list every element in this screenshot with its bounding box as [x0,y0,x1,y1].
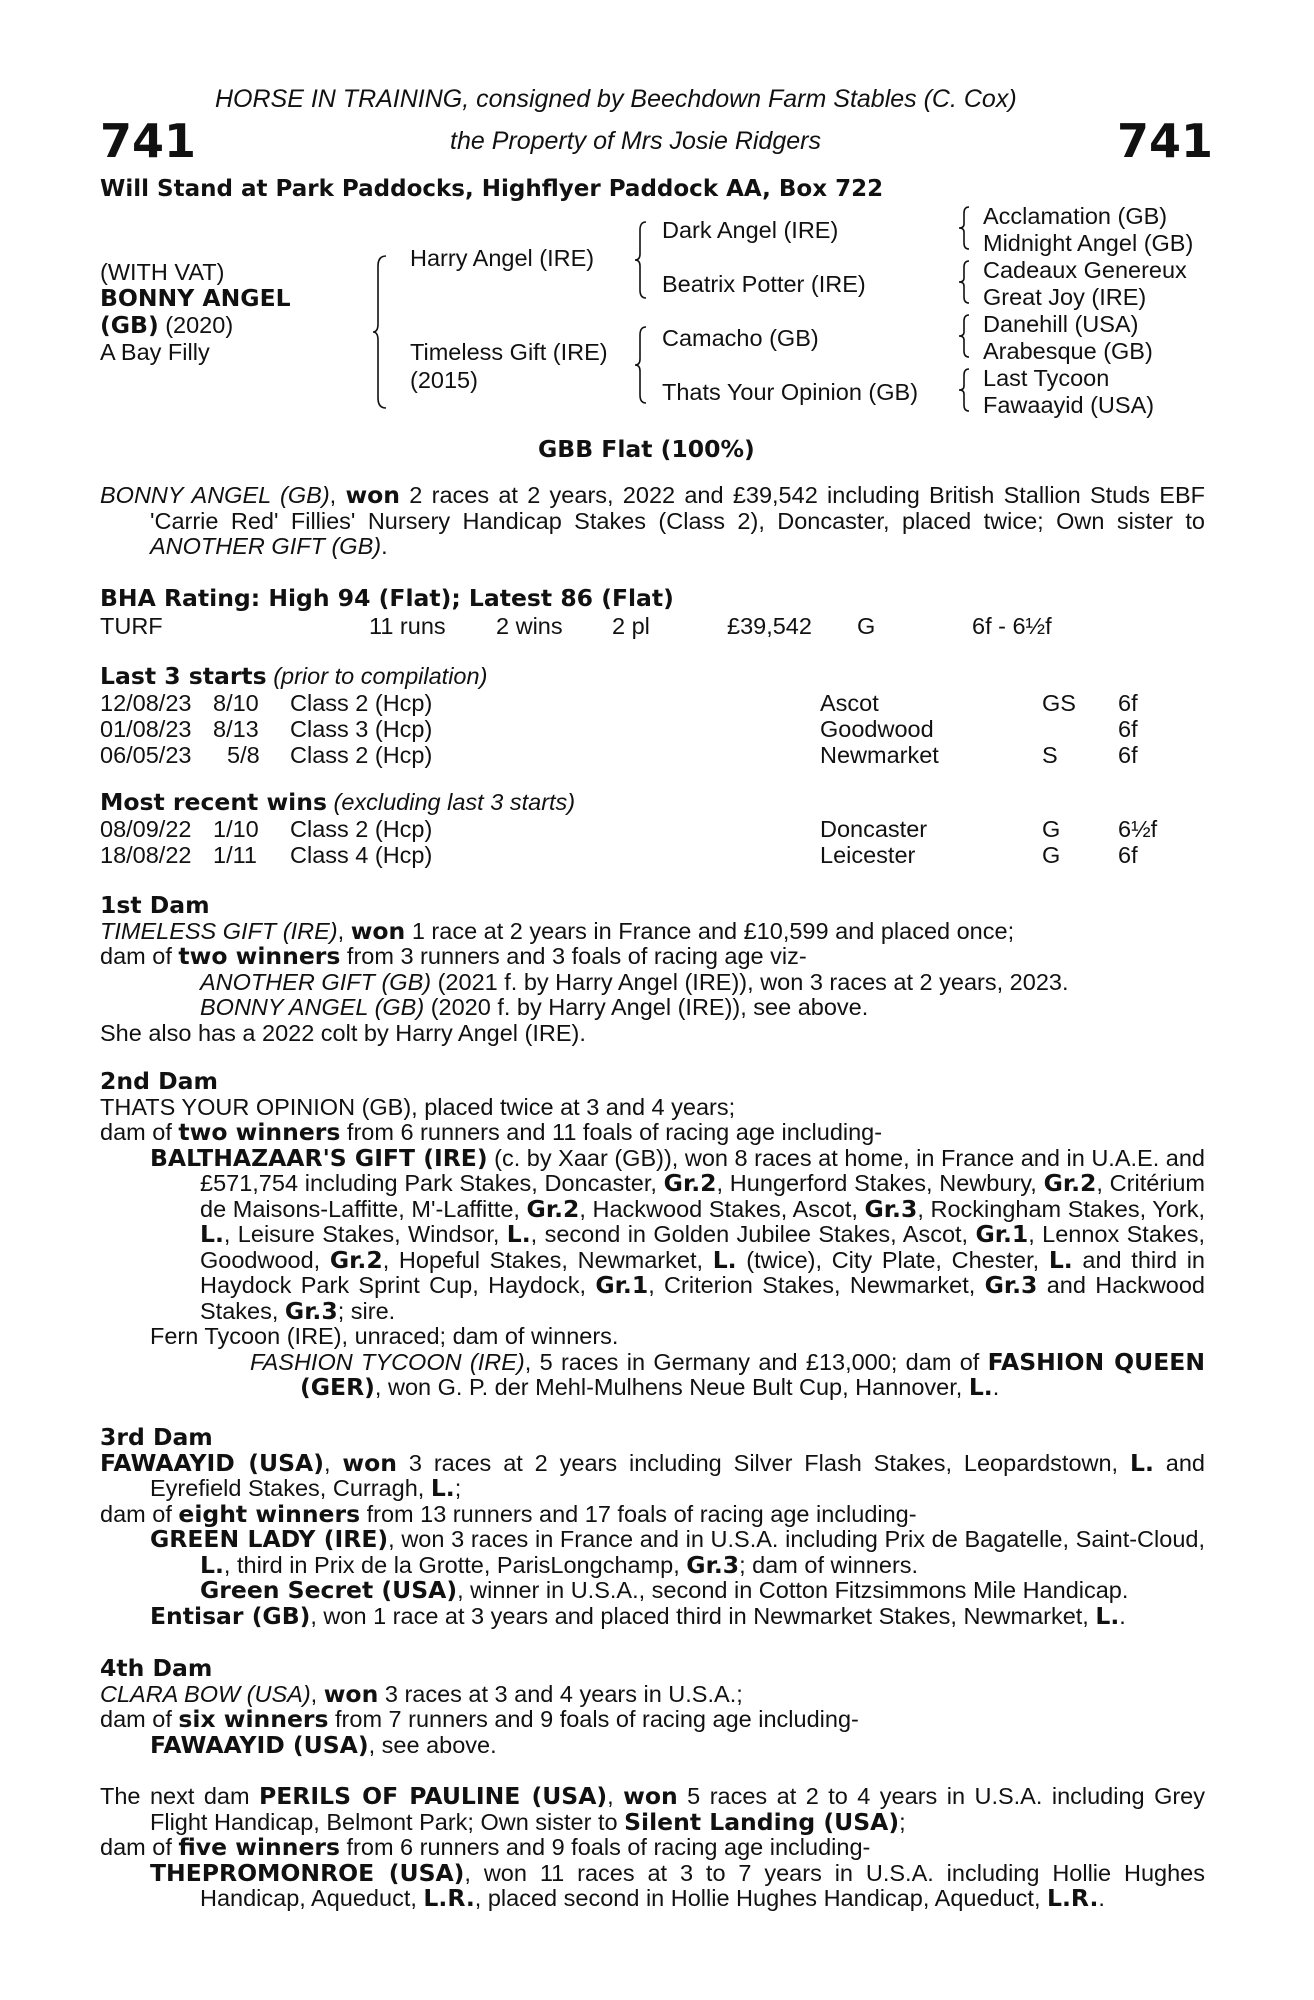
property-line: the Property of Mrs Josie Ridgers [450,127,821,155]
record-text: ; [899,1808,906,1835]
row-date: 18/08/22 [100,842,192,868]
row-class: Class 2 (Hcp) [290,816,433,842]
record-text: , Rockingham Stakes, York, [917,1195,1205,1222]
summary-text: 2 races at 2 years, 2022 and £39,542 including British Stallion Studs EBF 'Carrie Red' Fillies' Nursery Handicap Stakes (Class 2), Doncaster, placed twice; Own sister to [150,482,1205,534]
row-distance: 6½f [1118,816,1158,842]
table-row [100,716,1200,741]
runners-text: from 6 runners and 9 foals of racing age including- [339,1834,871,1860]
row-course: Goodwood [820,716,934,742]
recent-wins-title: Most recent wins [100,788,327,816]
g3-great-joy: Great Joy (IRE) [983,284,1147,310]
winners-count: five winners [178,1833,340,1861]
sister-name: Silent Landing (USA) [624,1807,900,1836]
record-text: , Hungerford Stakes, Newbury, [716,1170,1044,1196]
row-going: G [1042,842,1061,868]
record-text: , see above. [368,1731,497,1758]
gbb-label: GBB Flat (100%) [538,435,755,463]
last-starts-heading [100,664,487,690]
fourth-dam-section: 4th Dam CLARA BOW (USA), won 3 races at 3 and 4 years in U.S.A.; dam of six winners from 7 runners and 9 foals of racing age including- FAWAAYID (USA), see above. [100,1656,1205,1758]
record-text: and Hackwood Stakes, [200,1272,1205,1324]
wins: 2 wins [496,613,563,639]
fourth-dam-title: 4th Dam [100,1654,213,1682]
record-text: , won 1 race at 3 years and placed third in Newmarket Stakes, Newmarket, [310,1602,1096,1629]
row-course: Ascot [820,690,879,716]
row-course: Leicester [820,842,916,868]
sire-sire: Dark Angel (IRE) [662,217,839,243]
winners-count: six winners [178,1705,329,1733]
won-label: won [350,916,406,945]
record-text: 3 races at 3 and 4 years in U.S.A.; [378,1680,743,1707]
row-class: Class 2 (Hcp) [290,742,433,768]
record-text: , won 3 races in France and in U.S.A. including Prix de Bagatelle, Saint-Cloud, [388,1526,1205,1552]
dam-dam: Thats Your Opinion (GB) [662,379,919,405]
offspring-name: ANOTHER GIFT (GB) [200,968,432,995]
row-course: Newmarket [820,742,939,768]
table-row [100,816,1200,841]
record-text: , Criterion Stakes, Newmarket, [648,1272,985,1298]
offspring-name: FAWAAYID (USA) [150,1730,369,1759]
placed: 2 pl [612,613,650,639]
bracket-sire [634,220,650,300]
record-text: , winner in U.S.A., second in Cotton Fitzsimmons Mile Handicap. [457,1577,1129,1603]
grade: L. [1095,1601,1120,1630]
row-class: Class 4 (Hcp) [290,842,433,868]
grand-offspring-name: FASHION QUEEN (GER) [300,1347,1205,1401]
last-starts-note: (prior to compilation) [273,663,488,689]
bracket-g3-1 [958,205,972,251]
dam-name: PERILS OF PAULINE (USA) [259,1782,608,1810]
runs: 11 runs [369,613,446,639]
dam-name: FAWAAYID (USA) [100,1448,324,1477]
runners-text: from 13 runners and 17 foals of racing age including- [360,1500,917,1527]
g3-cadeaux-genereux: Cadeaux Genereux [983,257,1187,283]
record-text: ; sire. [337,1297,396,1324]
row-date: 08/09/22 [100,816,192,842]
row-date: 06/05/23 [100,742,192,768]
row-course: Doncaster [820,816,928,842]
dam-name: TIMELESS GIFT (IRE) [100,917,338,944]
summary-paragraph: BONNY ANGEL (GB), won 2 races at 2 years, 2022 and £39,542 including British Stallion Studs EBF 'Carrie Red' Fillies' Nursery Handicap Stakes (Class 2), Doncaster, placed twice; Own sister to ANOTHER GIFT (GB). [100,481,1205,559]
dam-sire: Camacho (GB) [662,325,819,351]
offspring-record: (2021 f. by Harry Angel (IRE)), won 3 races at 2 years, 2023. [431,968,1069,995]
g3-last-tycoon: Last Tycoon [983,365,1110,391]
horse-name: BONNY ANGEL [100,284,291,312]
lot-number-right: 741 [1117,114,1214,168]
g3-arabesque: Arabesque (GB) [983,338,1153,364]
row-date: 01/08/23 [100,716,192,742]
grade: L. [712,1245,737,1274]
bracket-g3-4 [958,367,972,413]
lot-number-left: 741 [100,114,197,168]
g3-midnight-angel: Midnight Angel (GB) [983,230,1194,256]
dam-name: Timeless Gift (IRE) [410,339,608,365]
table-row [100,742,1200,767]
won-label: won [342,1448,397,1477]
offspring-name: BONNY ANGEL (GB) [200,994,425,1020]
runners-text: from 6 runners and 11 foals of racing age including- [340,1119,883,1145]
horse-country: (GB) [100,311,159,339]
dam-of-label: dam of [100,943,179,969]
row-distance: 6f [1118,690,1138,716]
earnings: £39,542 [727,613,812,639]
grade: L. [1048,1245,1073,1274]
sire-dam: Beatrix Potter (IRE) [662,271,866,297]
second-dam-section [100,1069,1205,1401]
offspring-name: GREEN LADY (IRE) [150,1525,389,1553]
sire-name: Harry Angel (IRE) [410,245,595,271]
record-text: , Critérium de Maisons-Laffitte, M'-Laffitte, [200,1170,1205,1222]
record-text: , Hopeful Stakes, Newmarket, [382,1246,713,1273]
third-dam-section: 3rd Dam FAWAAYID (USA), won 3 races at 2 years including Silver Flash Stakes, Leopardstown, L. and Eyrefield Stakes, Curragh, L.; dam of eight winners from 13 runners and 17 foals of racing age including- GREEN LADY (IRE), won 3 races in France and in U.S.A. including Prix de Bagatelle, Saint-Cloud, L., third in Prix de la Grotte, ParisLongchamp, Gr.3; dam of winners. Green Secret (USA), winner in U.S.A., second in Cotton Fitzsimmons Mile Handicap. Entisar (GB), won 1 race at 3 years and placed third in Newmarket Stakes, Newmarket, L.. [100,1423,1205,1630]
record-text: , Leisure Stakes, Windsor, [223,1221,507,1247]
g3-fawaayid: Fawaayid (USA) [983,392,1155,418]
winners-count: eight winners [178,1499,361,1528]
offspring-name: THEPROMONROE (USA) [150,1858,465,1887]
grade: Gr.1 [975,1220,1029,1248]
recent-wins-heading [100,790,575,816]
grade: Gr.2 [329,1245,383,1274]
winners-count: two winners [178,1118,341,1146]
record-text: , third in Prix de la Grotte, ParisLongchamp, [223,1551,687,1578]
record-text: , second in Golden Jubilee Stakes, Ascot, [530,1221,976,1247]
record-text: . [992,1374,1000,1400]
grade: Gr.2 [1043,1169,1097,1197]
row-distance: 6f [1118,716,1138,742]
next-dam-section: The next dam PERILS OF PAULINE (USA), won 5 races at 2 to 4 years in U.S.A. including Grey Flight Handicap, Belmont Park; Own sister to Silent Landing (USA); dam of five winners from 6 runners and 9 foals of racing age including- THEPROMONROE (USA), won 11 races at 3 to 7 years in U.S.A. including Hollie Hughes Handicap, Aqueduct, L.R., placed second in Hollie Hughes Handicap, Aqueduct, L.R.. [100,1782,1205,1912]
horse-description: A Bay Filly [100,339,210,365]
grade: L. [200,1220,224,1248]
last-starts-title: Last 3 starts [100,662,267,690]
record-text: . [1098,1885,1105,1911]
record-text: ; [454,1475,462,1501]
won-label: won [623,1782,678,1810]
row-distance: 6f [1118,742,1138,768]
grade: Gr.1 [595,1271,649,1299]
record-text: 3 races at 2 years including Silver Flash Stakes, Leopardstown, [396,1449,1130,1476]
dam-note: She also has a 2022 colt by Harry Angel (IRE). [100,1019,586,1046]
winners-count: two winners [178,942,341,970]
summary-horse-name: BONNY ANGEL (GB) [100,482,330,508]
horse-origin [100,313,233,339]
row-position: 1/11 [213,842,257,868]
row-class: Class 2 (Hcp) [290,690,433,716]
row-going: G [1042,816,1061,842]
runners-text: from 7 runners and 9 foals of racing age including- [328,1706,859,1732]
turf-stats-row [100,613,1200,638]
row-position: 1/10 [213,816,259,842]
grand-offspring-name: Green Secret (USA) [200,1576,458,1604]
going: G [857,613,876,639]
second-dam-title: 2nd Dam [100,1067,218,1095]
grade: L. [1129,1448,1154,1477]
row-date: 12/08/23 [100,690,192,716]
offspring-record: (2020 f. by Harry Angel (IRE)), see above. [424,994,869,1020]
offspring-fern-tycoon: Fern Tycoon (IRE), unraced; dam of winners. [150,1323,619,1349]
row-distance: 6f [1118,842,1138,868]
bracket-dam [634,325,650,405]
dam-of-label: dam of [100,1834,179,1860]
bha-rating: BHA Rating: High 94 (Flat); Latest 86 (Flat) [100,584,674,612]
first-dam-title: 1st Dam [100,891,210,919]
recent-wins-note: (excluding last 3 starts) [333,789,576,815]
grade: Gr.3 [284,1296,338,1325]
grade: Gr.3 [984,1271,1038,1299]
grade: Gr.2 [663,1169,717,1197]
dam-of-label: dam of [100,1706,179,1732]
grade: L. [506,1220,531,1248]
grade: Gr.2 [526,1194,580,1223]
record-text: , Lennox Stakes, Goodwood, [200,1221,1205,1273]
record-text: (c. by Xaar (GB)), won 8 races at home, in France and in U.A.E. and £571,754 including Park Stakes, Doncaster, [200,1144,1205,1196]
next-dam-intro: The next dam [100,1783,260,1809]
vat-label: (WITH VAT) [100,259,225,285]
record-text: and third in Haydock Park Sprint Cup, Haydock, [200,1246,1205,1298]
dam-record: 1 race at 2 years in France and £10,599 and placed once; [405,917,1015,944]
grade: L. [200,1550,224,1579]
grade: L.R. [1047,1884,1099,1912]
row-going: GS [1042,690,1076,716]
surface: TURF [100,613,163,639]
dam-year: (2015) [410,367,478,393]
runners-text: from 3 runners and 3 foals of racing age viz- [340,943,807,969]
record-text: , 5 races in Germany and £13,000; dam of [524,1348,988,1375]
record-text: (twice), City Plate, Chester, [736,1246,1049,1273]
row-going: S [1042,742,1058,768]
dam-of-label: dam of [100,1119,179,1145]
row-position: 5/8 [227,742,260,768]
first-dam-section: 1st Dam TIMELESS GIFT (IRE), won 1 race at 2 years in France and £10,599 and placed once; dam of two winners from 3 runners and 3 foals of racing age viz- ANOTHER GIFT (GB) (2021 f. by Harry Angel (IRE)), won 3 races at 2 years, 2023. BONNY ANGEL (GB) (2020 f. by Harry Angel (IRE)), see above. She also has a 2022 colt by Harry Angel (IRE). [100,893,1205,1046]
dam-name: CLARA BOW (USA) [100,1680,311,1707]
row-position: 8/13 [213,716,259,742]
bracket-main [372,254,392,410]
record-text: , Hackwood Stakes, Ascot, [579,1195,865,1222]
record-text: ; dam of winners. [739,1551,919,1578]
consignor-line: HORSE IN TRAINING, consigned by Beechdown Farm Stables (C. Cox) [215,85,1017,113]
distance: 6f - 6½f [972,613,1052,639]
horse-year: (2020) [165,312,234,338]
record-text: . [1119,1602,1126,1629]
won-label: won [345,481,401,509]
table-row [100,690,1200,715]
dam-record: THATS YOUR OPINION (GB), placed twice at 3 and 4 years; [100,1093,736,1120]
bracket-g3-2 [958,259,972,305]
offspring-name: BALTHAZAAR'S GIFT (IRE) [150,1143,488,1172]
grade: L. [430,1474,455,1502]
record-text: and Eyrefield Stakes, Curragh, [150,1449,1205,1501]
dam-of-label: dam of [100,1500,179,1527]
g3-acclamation: Acclamation (GB) [983,203,1168,229]
record-text: 5 races at 2 to 4 years in U.S.A. including Grey Flight Handicap, Belmont Park; Own sister to [150,1783,1205,1835]
summary-sister: ANOTHER GIFT (GB) [150,533,382,559]
row-position: 8/10 [213,690,259,716]
g3-danehill: Danehill (USA) [983,311,1139,337]
won-label: won [323,1679,379,1708]
row-class: Class 3 (Hcp) [290,716,433,742]
record-text: , placed second in Hollie Hughes Handicap, Aqueduct, [474,1885,1048,1911]
offspring-name: Entisar (GB) [150,1601,311,1630]
table-row [100,842,1200,867]
bracket-g3-3 [958,313,972,359]
grade: L.R. [423,1884,475,1912]
grade: Gr.3 [686,1550,740,1579]
grand-offspring-name: FASHION TYCOON (IRE) [250,1348,525,1375]
record-text: , won 11 races at 3 to 7 years in U.S.A. including Hollie Hughes Handicap, Aqueduct, [200,1859,1205,1911]
third-dam-title: 3rd Dam [100,1423,213,1451]
grade: Gr.3 [864,1194,918,1223]
grade: L. [968,1373,993,1401]
record-text: , won G. P. der Mehl-Mulhens Neue Bult Cup, Hannover, [374,1374,969,1400]
summary-end: . [381,533,388,559]
stand-line: Will Stand at Park Paddocks, Highflyer Paddock AA, Box 722 [100,176,884,202]
